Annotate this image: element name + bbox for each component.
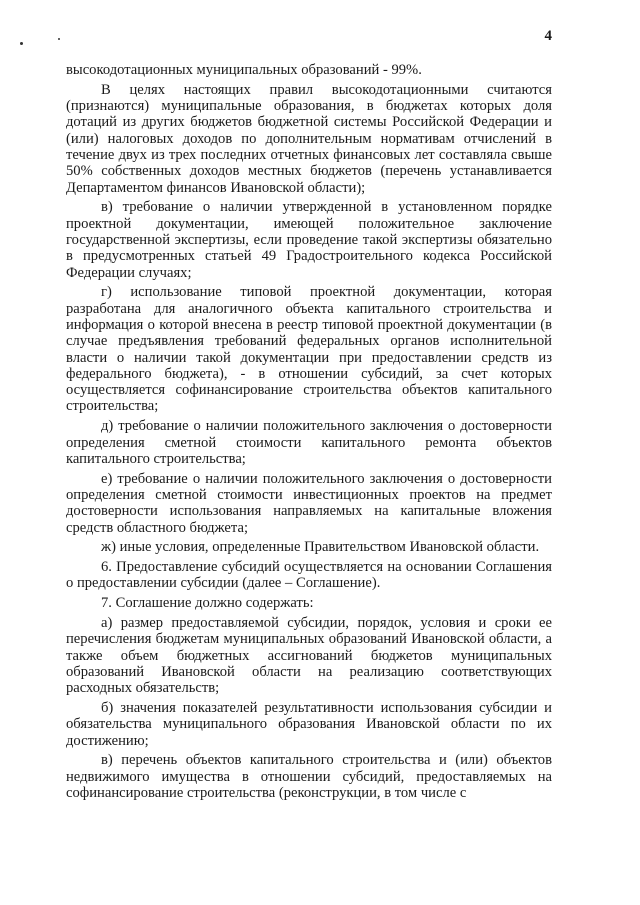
paragraph-7: ж) иные условия, определенные Правительством Ивановской области. xyxy=(101,539,540,556)
paragraph-10: а) размер предоставляемой субсидии, порядок, условия и сроки ее перечисления бюджетам муниципальных образований Ивановской области, а также объем бюджетных ассигнований бюджетов муниципальных образований Ивановской области на реализацию соответствующих расходных обязательств; xyxy=(66,615,552,697)
paragraph-6: е) требование о наличии положительного заключения о достоверности определения сметной стоимости инвестиционных проектов на предмет достоверности использования направляемых на капитальные вложения средств областного бюджета; xyxy=(66,470,552,536)
paragraph-8: 6. Предоставление субсидий осуществляется на основании Соглашения о предоставлении субсидии (далее – Соглашение). xyxy=(66,559,552,592)
scan-speck xyxy=(20,42,23,45)
paragraph-11: б) значения показателей результативности использования субсидии и обязательства муниципального образования Ивановской области по их достижению; xyxy=(66,699,552,749)
scan-speck xyxy=(58,38,60,40)
page-number: 4 xyxy=(544,28,552,44)
paragraph-9: 7. Соглашение должно содержать: xyxy=(101,595,314,612)
paragraph-3: в) требование о наличии утвержденной в установленном порядке проектной документации, имеющей положительное заключение государственной экспертизы, если проведение такой экспертизы обязательно в предусмотренных статьей 49 Градостроительного кодекса Российской Федерации случаях; xyxy=(66,199,552,281)
paragraph-12: в) перечень объектов капитального строительства и (или) объектов недвижимого имущества в отношении субсидий, предоставляемых на софинансирование строительства (реконструкции, в том числе с xyxy=(66,752,552,801)
paragraph-4: г) использование типовой проектной документации, которая разработана для аналогичного объекта капитального строительства и информация о которой внесена в реестр типовой проектной документации (в случае предъявления требований федеральных органов исполнительной власти о наличии такой документации при предоставлении средств из федерального бюджета), - в отношении субсидий, за счет которых осуществляется софинансирование строительства объектов капитального строительства; xyxy=(66,284,552,415)
paragraph-1: высокодотационных муниципальных образований - 99%. xyxy=(66,62,422,78)
document-body xyxy=(66,62,552,805)
paragraph-2: В целях настоящих правил высокодотационными считаются (признаются) муниципальные образования, в бюджетах которых доля дотаций из других бюджетов бюджетной системы Российской Федерации и (или) налоговых доходов по дополнительным нормативам отчислений в течение двух из трех последних отчетных финансовых лет составляла свыше 50% собственных доходов местных бюджетов (перечень устанавливается Департаментом финансов Ивановской области); xyxy=(66,81,552,196)
paragraph-5: д) требование о наличии положительного заключения о достоверности определения сметной стоимости капитального ремонта объектов капитального строительства; xyxy=(66,418,552,467)
